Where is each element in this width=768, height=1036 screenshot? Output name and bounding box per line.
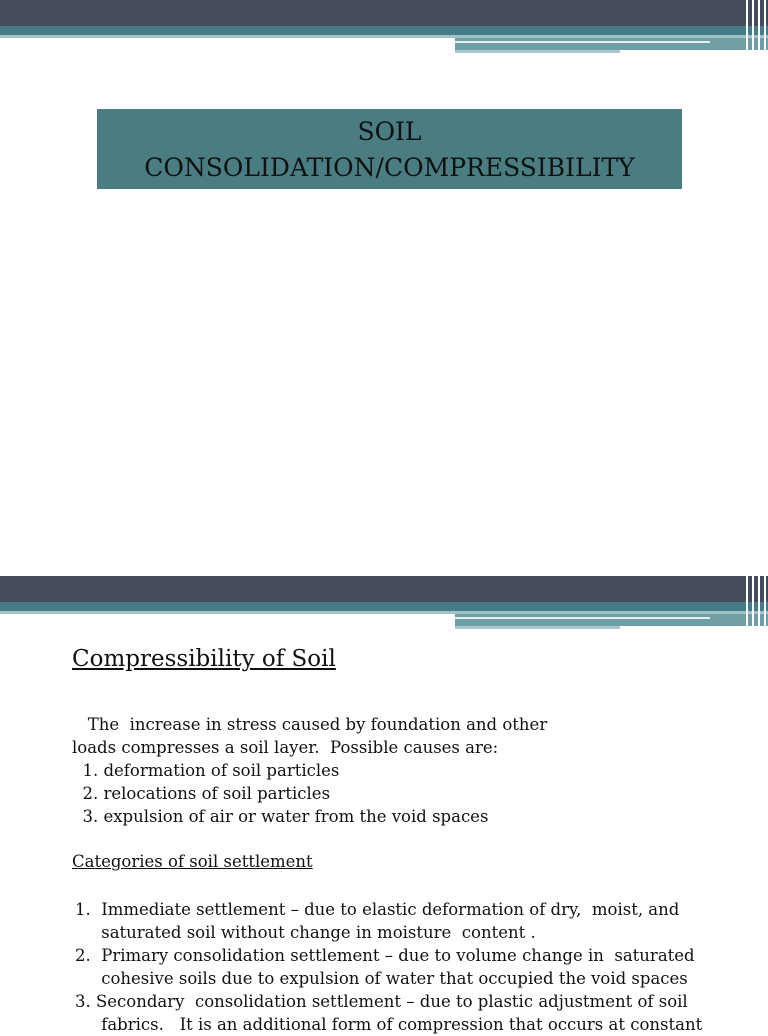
title-box <box>97 109 682 189</box>
settlement-line: saturated soil without change in moisture content . <box>75 923 536 942</box>
header-dark-bar <box>0 576 768 602</box>
slide-header-band <box>0 0 768 70</box>
header-teal-bar <box>0 602 768 611</box>
settlement-list <box>75 898 702 1036</box>
header-accent-underline <box>455 626 620 629</box>
header-accent-line <box>455 617 710 619</box>
header-accent-segment <box>455 38 768 50</box>
intro-line: loads compresses a soil layer. Possible causes are: <box>72 738 499 757</box>
slide-header-band <box>0 576 768 646</box>
settlement-line: 1. Immediate settlement – due to elastic deformation of dry, moist, and <box>75 900 680 919</box>
slide-title-line-1: SOIL <box>357 117 422 146</box>
settlement-line: 3. Secondary consolidation settlement – due to plastic adjustment of soil <box>75 992 688 1011</box>
cause-item: 2. relocations of soil particles <box>72 784 331 803</box>
header-accent-segment <box>455 614 768 626</box>
intro-paragraph <box>72 713 547 828</box>
intro-line: The increase in stress caused by foundation and other <box>72 715 548 734</box>
cause-item: 3. expulsion of air or water from the void spaces <box>72 807 489 826</box>
header-teal-bar <box>0 26 768 35</box>
header-dark-bar <box>0 0 768 26</box>
content-slide <box>0 576 768 1034</box>
header-accent-underline <box>455 50 620 53</box>
settlement-line: fabrics. It is an additional form of compression that occurs at constant <box>75 1015 703 1034</box>
header-stripes <box>742 0 768 64</box>
slide-title-line-2: CONSOLIDATION/COMPRESSIBILITY <box>144 153 635 182</box>
settlement-line: 2. Primary consolidation settlement – due to volume change in saturated <box>75 946 695 965</box>
categories-heading: Categories of soil settlement <box>72 852 313 871</box>
header-accent-line <box>455 41 710 43</box>
header-stripes <box>742 576 768 640</box>
settlement-line: cohesive soils due to expulsion of water that occupied the void spaces <box>75 969 688 988</box>
cause-item: 1. deformation of soil particles <box>72 761 340 780</box>
slide-heading: Compressibility of Soil <box>72 646 336 672</box>
